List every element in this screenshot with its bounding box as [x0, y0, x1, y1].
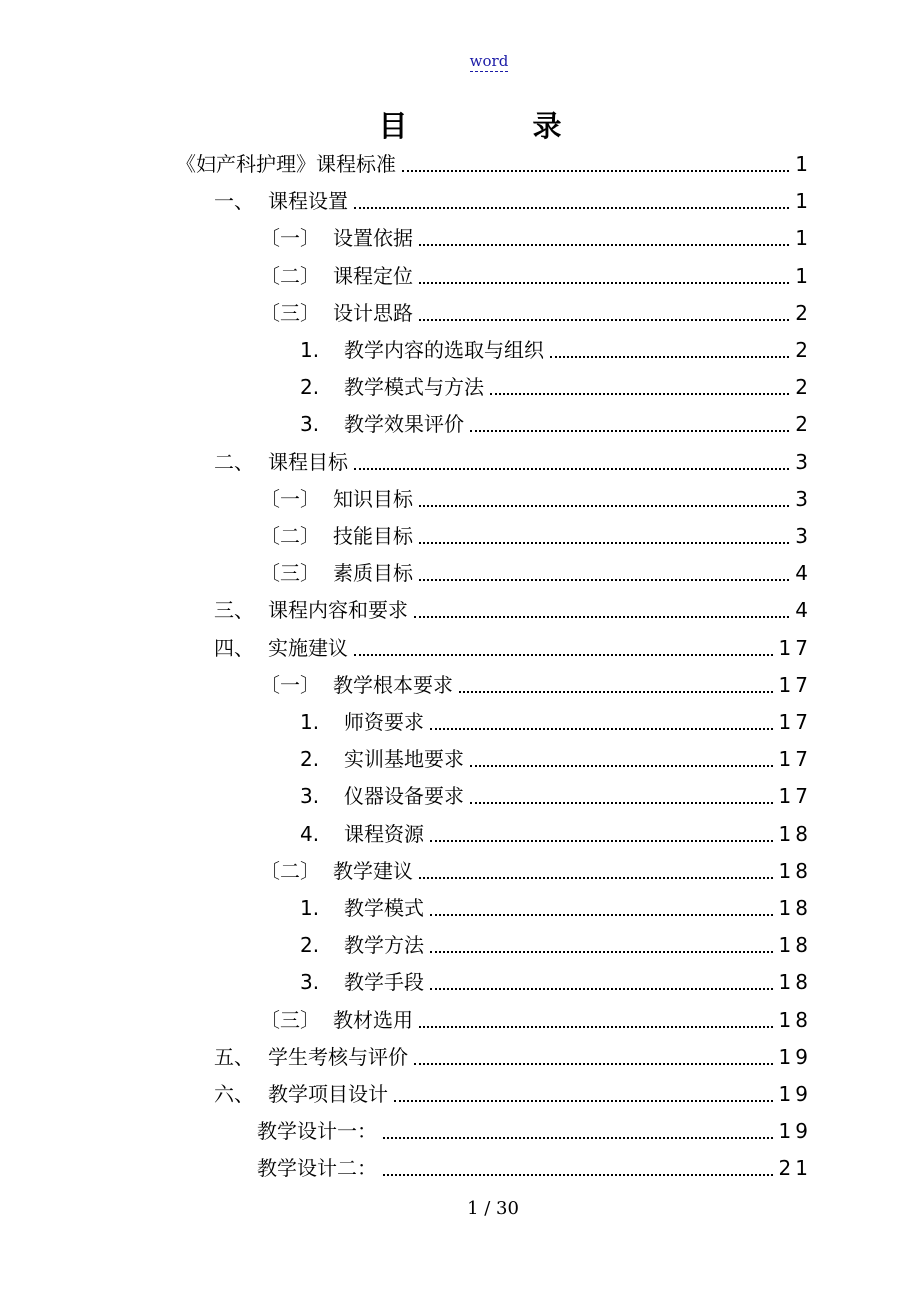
dot-leader	[430, 927, 773, 964]
toc-entry[interactable]	[214, 592, 812, 629]
toc-entry[interactable]	[300, 406, 812, 443]
toc-entry-number: 二、	[214, 449, 254, 474]
dot-leader	[490, 369, 789, 406]
toc-entry-page: 17	[778, 747, 812, 772]
toc-entry-title: 实训基地要求	[344, 747, 464, 772]
dot-leader	[354, 183, 789, 220]
dot-leader	[414, 1039, 773, 1076]
toc-entry-number: 〔二〕	[260, 858, 320, 883]
toc-entry-title: 教学设计二：	[257, 1156, 377, 1181]
toc-entry[interactable]	[214, 444, 812, 481]
toc-entry-title: 学生考核与评价	[268, 1044, 408, 1069]
dot-leader	[470, 741, 773, 778]
dot-leader	[430, 964, 773, 1001]
toc-entry[interactable]	[260, 853, 812, 890]
toc-entry-title: 教学根本要求	[333, 672, 453, 697]
toc-entry-number: 一、	[214, 189, 254, 214]
dot-leader	[419, 481, 789, 518]
toc-entry-number: 2.	[300, 933, 320, 958]
dot-leader	[550, 332, 789, 369]
toc-entry-title: 知识目标	[333, 486, 413, 511]
dot-leader	[394, 1076, 773, 1113]
dot-leader	[419, 220, 789, 257]
toc-entry-number: 六、	[214, 1082, 254, 1106]
toc-entry-title: 教学方法	[344, 933, 424, 958]
dot-leader	[414, 592, 789, 629]
toc-entry-page: 17	[778, 672, 812, 697]
toc-entry-page: 17	[778, 635, 812, 660]
toc-entry[interactable]	[260, 295, 812, 332]
toc-entry-title: 教学模式与方法	[344, 375, 484, 400]
dot-leader	[430, 704, 773, 741]
dot-leader	[419, 518, 789, 555]
dot-leader	[419, 1002, 773, 1039]
toc-entry-number: 〔三〕	[260, 561, 320, 586]
toc-entry[interactable]	[300, 927, 812, 964]
toc-entry-number: 〔一〕	[260, 672, 320, 697]
toc-entry-page: 1	[795, 152, 812, 176]
toc-entry[interactable]	[214, 183, 812, 220]
toc-entry-page: 3	[795, 486, 812, 511]
toc-entry-title: 教学效果评价	[344, 412, 464, 437]
toc-entry-title: 课程设置	[268, 189, 348, 214]
toc-entry-title: 课程内容和要求	[268, 598, 408, 623]
toc-entry-page: 19	[778, 1119, 812, 1144]
toc-entry[interactable]	[260, 555, 812, 592]
toc-entry-page: 4	[795, 561, 812, 586]
toc-entry-page: 18	[778, 970, 812, 995]
dot-leader	[354, 630, 773, 667]
dot-leader	[354, 444, 789, 481]
toc-entry-title: 《妇产科护理》课程标准	[176, 152, 396, 176]
dot-leader	[402, 146, 789, 183]
toc-entry-number: 〔一〕	[260, 226, 320, 251]
toc-entry-page: 1	[795, 263, 812, 288]
toc-entry-title: 课程目标	[268, 449, 348, 474]
dot-leader	[383, 1150, 773, 1187]
dot-leader	[470, 778, 773, 815]
toc-entry-page: 2	[795, 412, 812, 437]
toc-entry-number: 〔二〕	[260, 263, 320, 288]
toc-entry-page: 3	[795, 449, 812, 474]
toc-entry-title: 设置依据	[333, 226, 413, 251]
dot-leader	[470, 406, 789, 443]
toc-entry-title: 教学内容的选取与组织	[344, 338, 544, 362]
toc-entry-number: 四、	[214, 635, 254, 660]
page-title: 目 录	[378, 109, 610, 143]
toc-entry[interactable]	[300, 890, 812, 927]
toc-entry[interactable]	[300, 704, 812, 741]
toc-entry[interactable]	[176, 146, 812, 183]
toc-entry-page: 18	[778, 821, 812, 846]
toc-entry-page: 3	[795, 524, 812, 548]
toc-entry-number: 1.	[300, 896, 320, 920]
toc-entry-page: 1	[795, 189, 812, 214]
toc-entry-number: 〔一〕	[260, 486, 320, 511]
toc-entry[interactable]	[300, 741, 812, 778]
toc-entry[interactable]	[214, 1039, 812, 1076]
toc-entry-number: 〔三〕	[260, 1007, 320, 1032]
dot-leader	[430, 816, 773, 853]
toc-entry[interactable]	[260, 220, 812, 257]
toc-entry[interactable]	[260, 258, 812, 295]
toc-entry[interactable]	[257, 1150, 812, 1187]
dot-leader	[383, 1113, 773, 1150]
toc-entry[interactable]	[300, 778, 812, 815]
toc-entry-title: 师资要求	[344, 710, 424, 734]
toc-entry-number: 4.	[300, 821, 320, 846]
dot-leader	[419, 555, 789, 592]
toc-entry-title: 教材选用	[333, 1007, 413, 1032]
toc-entry-number: 〔二〕	[260, 524, 320, 548]
toc-entry-number: 1.	[300, 710, 320, 734]
toc-entry-page: 19	[778, 1044, 812, 1069]
toc-entry-number: 五、	[214, 1044, 254, 1069]
toc-entry-page: 2	[795, 300, 812, 325]
toc-entry-title: 教学手段	[344, 970, 424, 995]
toc-entry[interactable]	[300, 369, 812, 406]
toc-entry[interactable]	[300, 964, 812, 1001]
toc-entry[interactable]	[214, 1076, 812, 1113]
toc-entry[interactable]	[260, 1002, 812, 1039]
toc-entry-title: 课程资源	[344, 821, 424, 846]
toc-entry-page: 21	[778, 1156, 812, 1181]
toc-entry-page: 18	[778, 933, 812, 958]
toc-entry-number: 三、	[214, 598, 254, 623]
header	[0, 52, 920, 70]
toc-entry-title: 课程定位	[333, 263, 413, 288]
toc-entry-title: 技能目标	[333, 524, 413, 548]
toc-entry-title: 仪器设备要求	[344, 784, 464, 809]
toc-entry-title: 教学设计一：	[257, 1119, 377, 1144]
toc-entry-page: 18	[778, 896, 812, 920]
toc-entry-number: 3.	[300, 970, 320, 995]
toc-entry-number: 3.	[300, 784, 320, 809]
toc-entry-page: 17	[778, 784, 812, 809]
toc-entry[interactable]	[300, 332, 812, 369]
dot-leader	[419, 295, 789, 332]
toc-entry-page: 17	[778, 710, 812, 734]
toc-entry-number: 1.	[300, 338, 320, 362]
toc-entry-page: 4	[795, 598, 812, 623]
toc-entry-number: 2.	[300, 375, 320, 400]
dot-leader	[430, 890, 773, 927]
toc-entry[interactable]	[257, 1113, 812, 1150]
toc-entry-page: 2	[795, 338, 812, 362]
toc-entry[interactable]	[300, 816, 812, 853]
toc-entry-page: 1	[795, 226, 812, 251]
toc-entry-title: 设计思路	[333, 300, 413, 325]
word-link[interactable]: word	[469, 52, 509, 70]
toc-entry[interactable]	[260, 481, 812, 518]
toc-entry-page: 18	[778, 1007, 812, 1032]
page-indicator: 1 / 30	[467, 1198, 519, 1219]
toc-entry-title: 素质目标	[333, 561, 413, 586]
toc-entry-page: 2	[795, 375, 812, 400]
toc-entry-title: 教学建议	[333, 858, 413, 883]
dot-leader	[419, 258, 789, 295]
toc-entry-page: 18	[778, 858, 812, 883]
toc-entry-number: 3.	[300, 412, 320, 437]
toc-entry-title: 实施建议	[268, 635, 348, 660]
toc-entry-number: 〔三〕	[260, 300, 320, 325]
toc-entry-page: 19	[778, 1082, 812, 1106]
toc-entry[interactable]	[260, 518, 812, 555]
toc-entry-title: 教学项目设计	[268, 1082, 388, 1106]
toc-entry[interactable]	[214, 630, 812, 667]
toc-entry[interactable]	[260, 667, 812, 704]
toc-entry-title: 教学模式	[344, 896, 424, 920]
dot-leader	[419, 853, 773, 890]
dot-leader	[459, 667, 773, 704]
toc-entry-number: 2.	[300, 747, 320, 772]
